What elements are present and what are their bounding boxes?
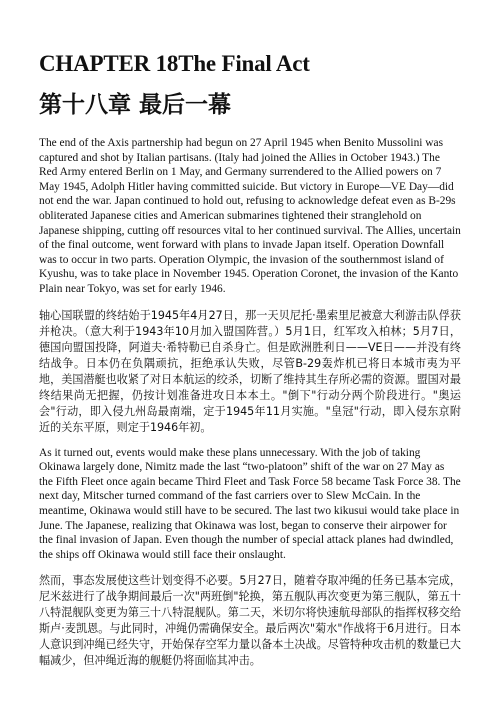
paragraph-chinese-1: 轴心国联盟的终结始于1945年4月27日，那一天贝尼托·墨索里尼被意大利游击队俘获并枪决。（意大利于1943年10月加入盟国阵营。）5月1日，红军攻入柏林；5月7日，德国向盟国投降，阿道夫·希特勒已自杀身亡。但是欧洲胜利日——VE日——并没有终结战争。日本仍在负隅顽抗，拒绝承认失败，尽管B-29轰炸机已将日本城市夷为平地，美国潜艇也收紧了对日本航运的绞杀，切断了维持其生存所必需的资源。盟国对最终结果尚无把握，仍按计划准备进攻日本本土。"倒下"行动分两个阶段进行。"奥运会"行动，即入侵九州岛最南端，定于1945年11月实施。"皇冠"行动，即入侵东京附近的关东平原，则定于1946年初。: [39, 308, 461, 434]
paragraph-english-2: As it turned out, events would make these plans unnecessary. With the job of taking Okinawa largely done, Nimitz made the last “two-platoon” shift of the war on 27 May as the Fifth Fleet once again became Third Fleet and Task Force 58 became Task Force 38. The next day, Mitscher turned command of the fast carriers over to Slew McCain. In the meantime, Okinawa would still have to be secured. The last two kikusui would take place in June. The Japanese, realizing that Okinawa was lost, began to conserve their airpower for the final invasion of Japan. Even though the number of special attack planes had dwindled, the ships off Okinawa would still face their onslaught.: [39, 446, 461, 561]
paragraph-english-1: The end of the Axis partnership had begun on 27 April 1945 when Benito Mussolini was captured and shot by Italian partisans. (Italy had joined the Allies in October 1943.) The Red Army entered Berlin on 1 May, and Germany surrendered to the Allied powers on 7 May 1945, Adolph Hitler having committed suicide. But victory in Europe—VE Day—did not end the war. Japan continued to hold out, refusing to acknowledge defeat even as B-29s obliterated Japanese cities and American submarines tightened their stranglehold on Japanese shipping, cutting off resources vital to her continued survival. The Allies, uncertain of the final outcome, went forward with plans to invade Japan itself. Operation Downfall was to occur in two parts. Operation Olympic, the invasion of the southernmost island of Kyushu, was to take place in November 1945. Operation Coronet, the invasion of the Kanto Plain near Tokyo, was set for early 1946.: [39, 137, 461, 295]
paragraph-chinese-2: 然而，事态发展使这些计划变得不必要。5月27日，随着夺取冲绳的任务已基本完成，尼米兹进行了战争期间最后一次"两班倒"轮换，第五舰队再次变更为第三舰队，第五十八特混舰队变更为第三十八特混舰队。第二天，米切尔将快速航母部队的指挥权移交给斯卢·麦凯恩。与此同时，冲绳仍需确保安全。最后两次"菊水"作战将于6月进行。日本人意识到冲绳已经失守，开始保存空军力量以备本土决战。尽管特种攻击机的数量已大幅减少，但冲绳近海的舰艇仍将面临其冲击。: [39, 574, 461, 668]
chapter-title-english: CHAPTER 18The Final Act: [39, 51, 310, 76]
chapter-title-chinese: 第十八章 最后一幕: [39, 92, 232, 118]
